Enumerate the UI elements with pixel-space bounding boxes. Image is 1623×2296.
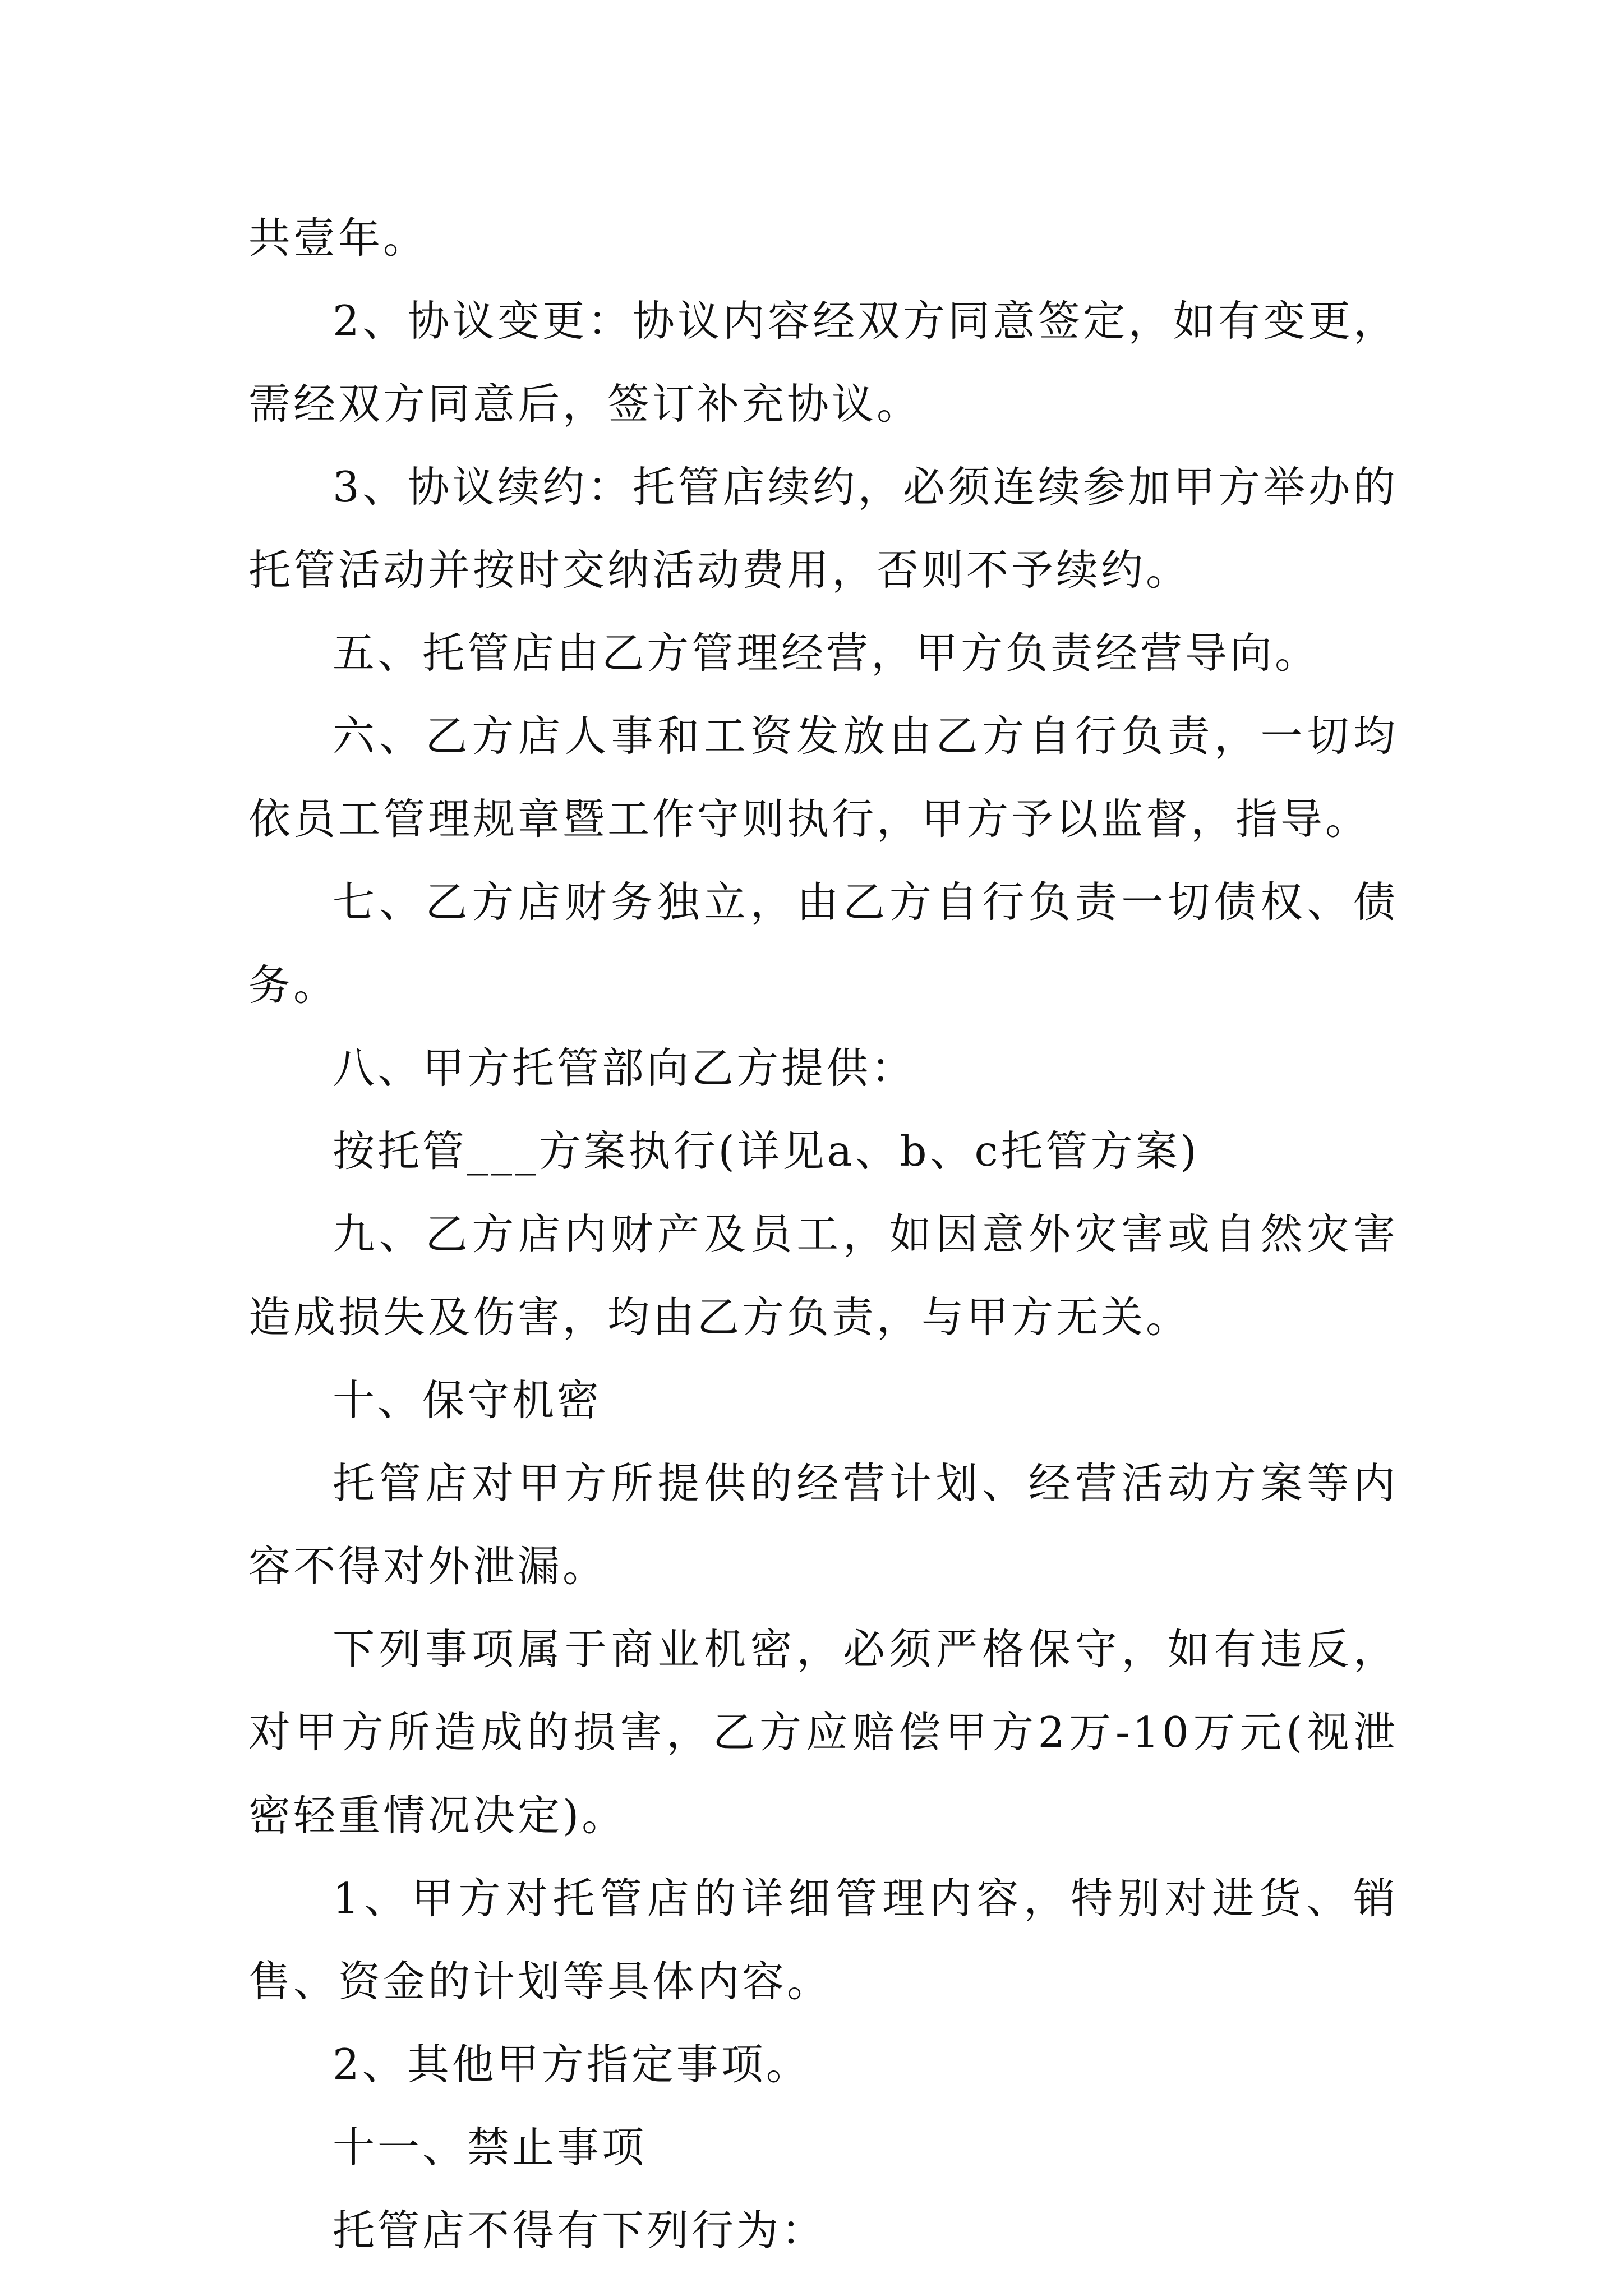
paragraph-3: 3、协议续约：托管店续约，必须连续参加甲方举办的托管活动并按时交纳活动费用，否则不予续约。 — [248, 462, 1398, 595]
paragraph-11: 托管店对甲方所提供的经营计划、经营活动方案等内容不得对外泄漏。 — [248, 1458, 1398, 1591]
paragraph-8: 按托管___方案执行(详见a、b、c托管方案) — [333, 1126, 1200, 1176]
paragraph-4: 五、托管店由乙方管理经营，甲方负责经营导向。 — [333, 628, 1320, 678]
paragraph-10: 十、保守机密 — [333, 1375, 602, 1425]
paragraph-13: 1、甲方对托管店的详细管理内容，特别对进货、销售、资金的计划等具体内容。 — [248, 1874, 1398, 2006]
document-body — [248, 196, 1398, 2272]
paragraph-9: 九、乙方店内财产及员工，如因意外灾害或自然灾害造成损失及伤害，均由乙方负责，与甲方无关。 — [248, 1209, 1398, 1342]
paragraph-14: 2、其他甲方指定事项。 — [333, 2040, 811, 2089]
paragraph-6: 七、乙方店财务独立，由乙方自行负责一切债权、债务。 — [248, 877, 1398, 1010]
paragraph-16: 托管店不得有下列行为： — [333, 2206, 827, 2255]
paragraph-2: 2、协议变更：协议内容经双方同意签定，如有变更，需经双方同意后，签订补充协议。 — [248, 296, 1398, 429]
paragraph-1: 共壹年。 — [248, 213, 428, 263]
paragraph-15: 十一、禁止事项 — [333, 2123, 647, 2172]
paragraph-7: 八、甲方托管部向乙方提供： — [333, 1043, 916, 1093]
paragraph-5: 六、乙方店人事和工资发放由乙方自行负责，一切均依员工管理规章暨工作守则执行，甲方予以监督，指导。 — [248, 711, 1398, 844]
paragraph-12: 下列事项属于商业机密，必须严格保守，如有违反，对甲方所造成的损害，乙方应赔偿甲方2万-10万元(视泄密轻重情况决定)。 — [248, 1625, 1398, 1840]
